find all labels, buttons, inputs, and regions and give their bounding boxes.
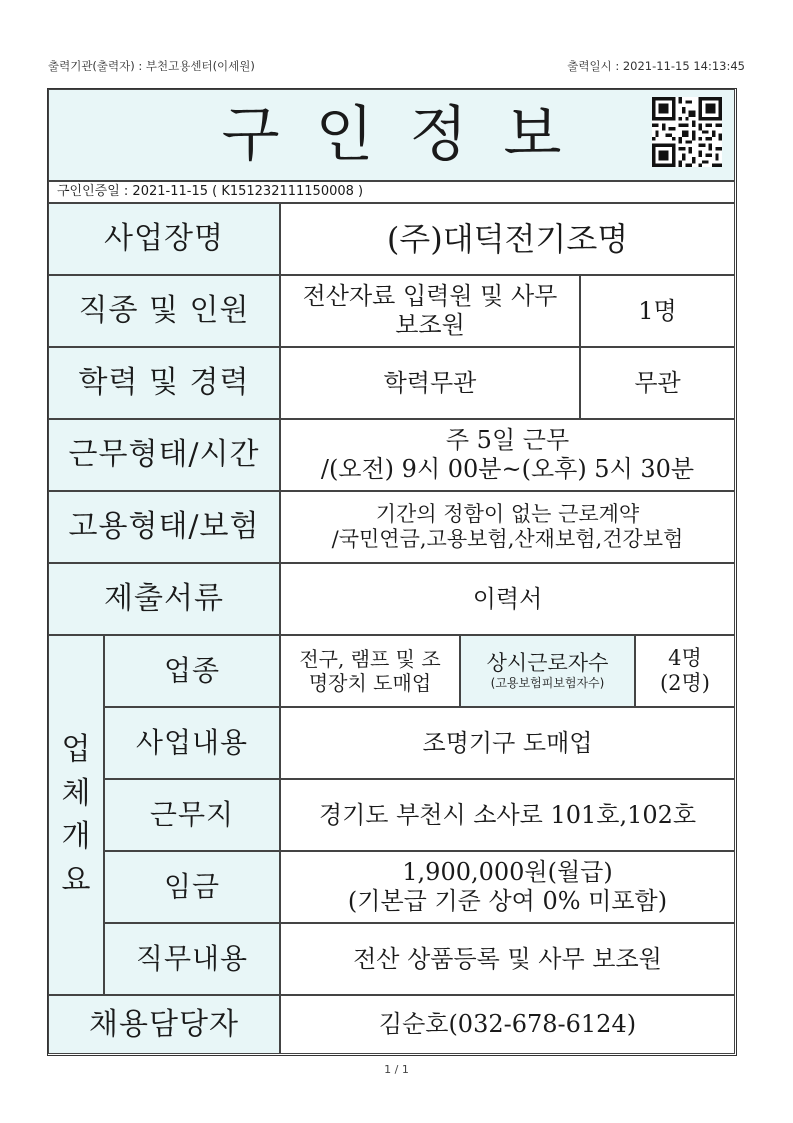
duties-label-text: 직무내용 [135,942,249,976]
workers-line-2: (2명) [659,671,711,695]
company-overview-label [48,635,104,995]
hours-label [48,419,280,491]
workers-sub-label: (고용보험피보험자수) [490,676,605,691]
job-label [48,275,280,347]
page-number: 1 / 1 [384,1063,409,1076]
overview-char-1: 업 [61,732,91,767]
location-label [104,779,280,851]
overview-char-3: 개 [61,819,91,854]
employment-label-text: 고용형태/보험 [68,509,260,544]
contact-label-text: 채용담당자 [89,1006,239,1042]
wage-label [104,851,280,923]
location-text: 경기도 부천시 소사로 101호,102호 [318,800,697,829]
printed-at-text: 출력일시 : 2021-11-15 14:13:45 [567,59,745,73]
certification-text: 구인인증일 : 2021-11-15 ( K151232111150008 ) [57,184,364,200]
industry-label [104,635,280,707]
job-title-text: 전산자료 입력원 및 사무 보조원 [302,282,558,339]
wage-value [280,851,735,923]
industry-label-text: 업종 [163,654,221,688]
duties-label [104,923,280,995]
job-posting-form [47,88,737,1056]
company-value [280,203,735,275]
wage-line-1: 1,900,000원(월급) [402,858,613,887]
job-value [280,275,580,347]
employment-line-1: 기간의 정함이 없는 근로계약 [375,501,640,526]
overview-char-4: 요 [61,862,91,898]
workers-line-1: 4명 [668,645,702,670]
industry-value [280,635,460,707]
overview-char-2: 체 [61,775,91,811]
location-value [280,779,735,851]
wage-label-text: 임금 [163,870,221,904]
education-label-text: 학력 및 경력 [78,365,250,400]
hours-line-2: /(오전) 9시 00분~(오후) 5시 30분 [320,455,695,483]
education-label [48,347,280,419]
certification-line [48,181,735,203]
contact-text: 김순호(032-678-6124) [378,1010,637,1039]
employment-label [48,491,280,563]
wage-line-2: (기본급 기준 상여 0% 미포함) [347,887,668,915]
industry-line-1: 전구, 램프 및 조 [299,647,441,671]
job-count-text: 1명 [638,296,677,325]
contact-label [48,995,280,1054]
workers-label [460,635,635,707]
business-value [280,707,735,779]
education-value [280,347,580,419]
education-text: 학력무관 [383,368,477,397]
business-text: 조명기구 도매업 [422,728,593,757]
location-label-text: 근무지 [149,798,235,832]
page-title [48,89,735,181]
duties-value [280,923,735,995]
hours-label-text: 근무형태/시간 [68,437,260,472]
career-text: 무관 [634,368,681,397]
company-name-text: (주)대덕전기조명 [386,219,629,258]
contact-value [280,995,735,1054]
documents-text: 이력서 [472,584,543,613]
workers-label-text: 상시근로자수 [486,651,609,676]
employment-line-2: /국민연금,고용보험,산재보험,건강보험 [331,527,684,551]
documents-value [280,563,735,635]
duties-text: 전산 상품등록 및 사무 보조원 [353,944,662,973]
company-label [48,203,280,275]
employment-value [280,491,735,563]
hours-value [280,419,735,491]
industry-line-2: 명장치 도매업 [308,671,432,695]
hours-line-1: 주 5일 근무 [445,426,570,455]
qr-code-icon [652,97,722,167]
career-value [580,347,735,419]
documents-label-text: 제출서류 [104,581,224,616]
job-label-text: 직종 및 인원 [78,293,250,328]
business-label-text: 사업내용 [135,726,249,760]
documents-label [48,563,280,635]
business-label [104,707,280,779]
issuer-text: 출력기관(출력자) : 부천고용센터(이세원) [48,59,255,73]
company-label-text: 사업장명 [104,221,224,256]
job-count [580,275,735,347]
workers-value [635,635,735,707]
page-title-text: 구인정보 [221,100,598,170]
